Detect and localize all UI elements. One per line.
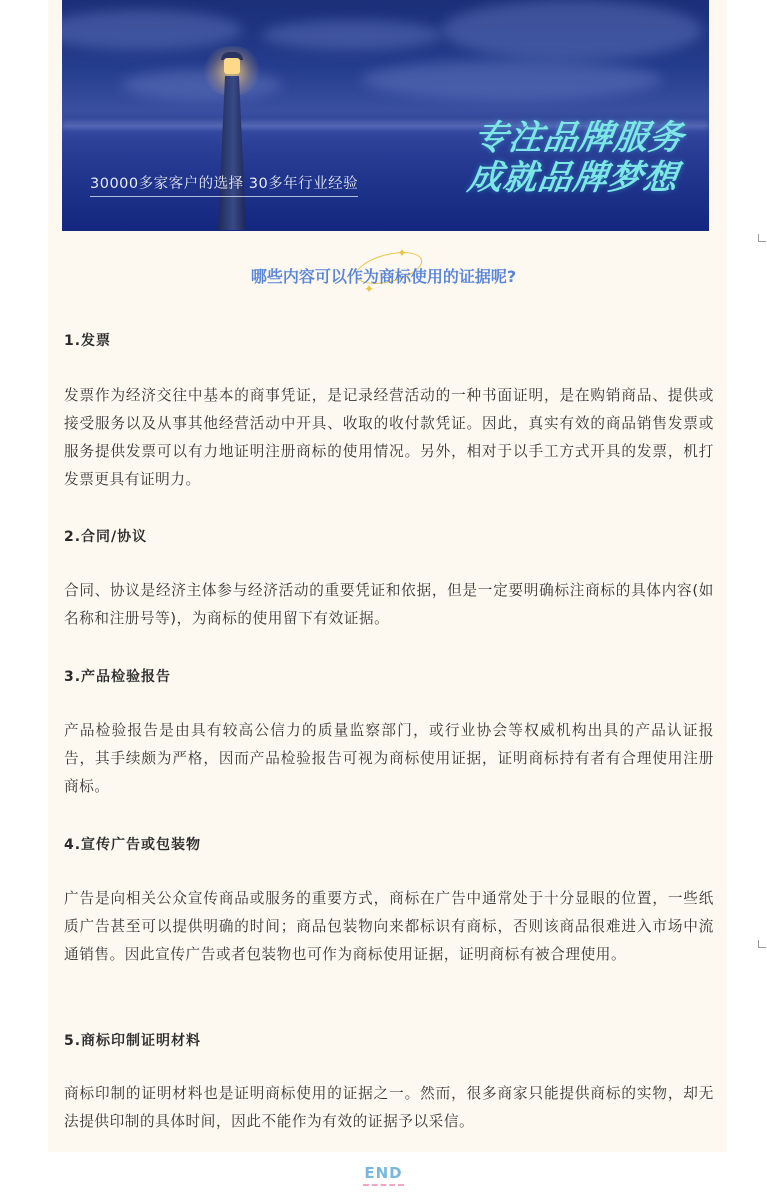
lighthouse-lamp [224, 58, 240, 74]
cloud-shape [262, 20, 442, 50]
heading-block [0, 246, 767, 302]
lighthouse-tower [218, 76, 246, 230]
banner-slogan-line1: 专注品牌服务 [471, 118, 687, 158]
section-title: 5.商标印制证明材料 [64, 1033, 202, 1049]
sparkle-icon: ✦ [364, 282, 375, 296]
end-marker [0, 1164, 767, 1186]
sparkle-icon: ✦ [397, 246, 408, 260]
section-body: 合同、协议是经济主体参与经济活动的重要凭证和依据，但是一定要明确标注商标的具体内容(如名称和注册号等)，为商标的使用留下有效证据。 [64, 582, 714, 627]
banner-image [62, 0, 709, 231]
section-title: 4.宣传广告或包装物 [64, 837, 202, 853]
section-title: 1.发票 [64, 333, 112, 349]
section-body: 产品检验报告是由具有较高公信力的质量监察部门，或行业协会等权威机构出具的产品认证报告，其手续颇为严格，因而产品检验报告可视为商标使用证据，证明商标持有者有合理使用注册商标。 [64, 722, 714, 795]
section-body: 广告是向相关公众宣传商品或服务的重要方式，商标在广告中通常处于十分显眼的位置，一些纸质广告甚至可以提供明确的时间；商品包装物向来都标识有商标，否则该商品很难进入市场中流通销售。因此宣传广告或者包装物也可作为商标使用证据，证明商标有被合理使用。 [64, 890, 714, 963]
end-label: END [363, 1164, 403, 1186]
cloud-shape [362, 60, 662, 100]
corner-mark [758, 940, 766, 948]
section-body: 商标印制的证明材料也是证明商标使用的证据之一。然而，很多商家只能提供商标的实物，却无法提供印制的具体时间，因此不能作为有效的证据予以采信。 [64, 1085, 714, 1130]
cloud-shape [442, 0, 702, 60]
banner-slogan-line2: 成就品牌梦想 [465, 158, 681, 198]
corner-mark [758, 234, 766, 242]
section-title: 2.合同/协议 [64, 529, 148, 545]
banner-slogan [465, 118, 686, 198]
lighthouse-icon [212, 50, 252, 230]
cloud-shape [62, 10, 242, 50]
section-title: 3.产品检验报告 [64, 669, 172, 685]
section-body: 发票作为经济交往中基本的商事凭证，是记录经营活动的一种书面证明，是在购销商品、提供或接受服务以及从事其他经营活动中开具、收取的收付款凭证。因此，真实有效的商品销售发票或服务提供发票可以有力地证明注册商标的使用情况。另外，相对于以手工方式开具的发票，机打发票更具有证明力。 [64, 387, 714, 488]
banner-tagline: 30000多家客户的选择 30多年行业经验 [90, 172, 358, 197]
article-heading: 哪些内容可以作为商标使用的证据呢? [250, 267, 517, 286]
